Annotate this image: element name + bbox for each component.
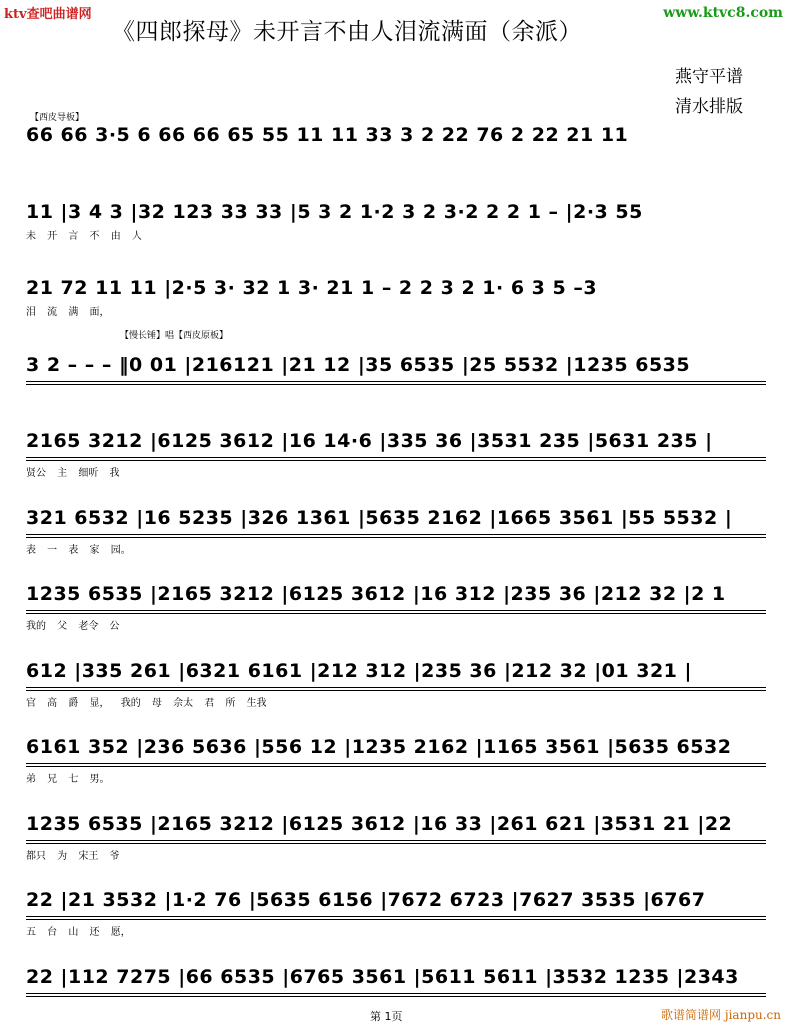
notation-line: 1235 6535 |2165 3212 |6125 3612 |16 312 |235 36 |212 32 |2 1 — [26, 583, 726, 605]
lyric-line: 官 高 爵 显， 我的 母 佘太 君 所 生我 — [26, 698, 267, 709]
beam-line — [26, 766, 766, 767]
lyric-line: 未 开 言 不 由 人 — [26, 231, 142, 242]
beam-line — [26, 460, 766, 461]
beam-line — [26, 916, 766, 917]
site-watermark-top-right: www.ktvc8.com — [663, 5, 783, 21]
lyric-line: 五 台 山 还 愿， — [26, 927, 131, 938]
section-label-intro: 【西皮导板】 — [30, 113, 85, 123]
beam-line — [26, 919, 766, 920]
notation-line: 66 66 3·5 6 66 66 65 55 11 11 33 3 2 22 76 2 22 21 11 — [26, 124, 629, 146]
beam-line — [26, 610, 766, 611]
notation-line: 3 2 – – – ‖0 01 |216121 |21 12 |35 6535 |25 5532 |1235 6535 — [26, 354, 691, 376]
beam-line — [26, 537, 766, 538]
section-label-slow: 【慢长锤】唱【西皮原板】 — [120, 331, 229, 341]
notation-line: 22 |112 7275 |66 6535 |6765 3561 |5611 5611 |3532 1235 |2343 — [26, 966, 739, 988]
score-title: 《四郎探母》未开言不由人泪流满面（余派） — [112, 19, 582, 45]
beam-line — [26, 457, 766, 458]
lyric-line: 泪 流 满 面， — [26, 307, 110, 318]
typesetter-credit: 清水排版 — [675, 97, 743, 117]
notation-line: 11 |3 4 3 |32 123 33 33 |5 3 2 1·2 3 2 3·2 2 2 1 – |2·3 55 — [26, 201, 643, 223]
beam-line — [26, 993, 766, 994]
site-watermark-bottom-right — [661, 1006, 781, 1023]
notation-line: 6161 352 |236 5636 |556 12 |1235 2162 |1165 3561 |5635 6532 — [26, 736, 732, 758]
beam-line — [26, 763, 766, 764]
beam-line — [26, 534, 766, 535]
notation-line: 22 |21 3532 |1·2 76 |5635 6156 |7672 6723 |7627 3535 |6767 — [26, 889, 706, 911]
notation-line: 1235 6535 |2165 3212 |6125 3612 |16 33 |261 621 |3531 21 |22 — [26, 813, 733, 835]
beam-line — [26, 687, 766, 688]
page-number: 第 1页 — [370, 1010, 403, 1023]
beam-line — [26, 690, 766, 691]
beam-line — [26, 613, 766, 614]
lyric-line: 表 一 表 家 园。 — [26, 545, 131, 556]
notation-line: 321 6532 |16 5235 |326 1361 |5635 2162 |1665 3561 |55 5532 | — [26, 507, 733, 529]
lyric-line: 贤公 主 细听 我 — [26, 468, 120, 479]
bottom-site-name: 歌谱简谱网 — [661, 1008, 722, 1022]
site-watermark-top-left: ktv查吧曲谱网 — [4, 7, 92, 22]
lyric-line: 弟 兄 七 男。 — [26, 774, 110, 785]
notation-line: 21 72 11 11 |2·5 3· 32 1 3· 21 1 – 2 2 3 2 1· 6 3 5 –3 — [26, 277, 598, 299]
lyric-line: 我的 父 老令 公 — [26, 621, 120, 632]
notation-line: 612 |335 261 |6321 6161 |212 312 |235 36 |212 32 |01 321 | — [26, 660, 692, 682]
beam-line — [26, 840, 766, 841]
notator-credit: 燕守平谱 — [675, 67, 743, 87]
notation-line: 2165 3212 |6125 3612 |16 14·6 |335 36 |3531 235 |5631 235 | — [26, 430, 713, 452]
beam-line — [26, 843, 766, 844]
beam-line — [26, 381, 766, 382]
lyric-line: 都只 为 宋王 爷 — [26, 851, 120, 862]
beam-line — [26, 996, 766, 997]
bottom-site-url: jianpu.cn — [724, 1008, 781, 1022]
beam-line — [26, 384, 766, 385]
